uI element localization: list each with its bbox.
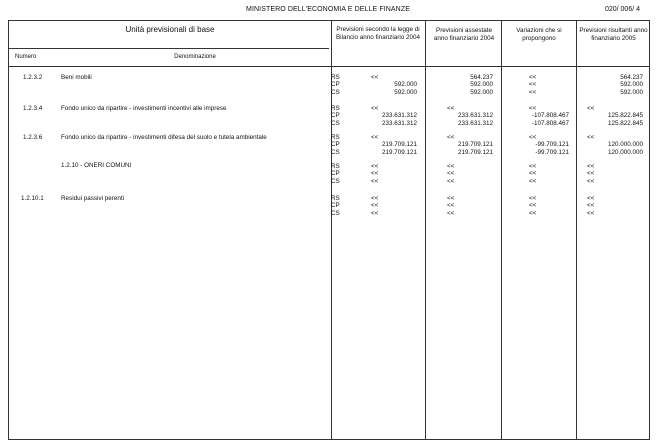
divider <box>9 48 329 49</box>
section-label: 1.2.10 - ONERI COMUNI <box>61 162 132 169</box>
row-label: Fondo unico da ripartire - investimenti incentivi alle imprese <box>61 105 227 112</box>
row-number: 1.2.3.2 <box>23 74 43 81</box>
row-types: RS CP CS <box>331 195 340 217</box>
row-ass: << << << <box>447 163 455 185</box>
row-prev: << 233.631.312 233.631.312 <box>371 105 417 127</box>
row-number: 1.2.3.4 <box>23 105 43 112</box>
row-prev: << << << <box>371 163 379 185</box>
row-var: << << << <box>529 195 537 217</box>
budget-table <box>8 20 650 440</box>
col-risultanti-header: Previsioni risultanti anno finanziario 2005 <box>579 27 648 42</box>
row-ass: << 233.631.312 233.631.312 <box>447 105 493 127</box>
row-prev: << 219.709.121 219.709.121 <box>371 134 417 156</box>
table-title: Unità previsionali di base <box>125 25 215 34</box>
col-prev2004-header: Previsioni secondo la legge di Bilancio anno finanziario 2004 <box>335 26 421 41</box>
row-types: RS CP CS <box>331 74 340 96</box>
col-numero-header: Numero <box>15 54 37 60</box>
col-variazioni-header: Variazioni che si propongono <box>516 27 562 42</box>
ministry-header: MINISTERO DELL'ECONOMIA E DELLE FINANZE <box>246 6 410 13</box>
row-ris: << 120.000.000 120.000.000 <box>587 134 643 156</box>
row-types: RS CP CS <box>331 163 340 185</box>
divider <box>501 21 502 439</box>
divider <box>9 66 649 67</box>
row-prev: << << << <box>371 195 379 217</box>
row-ass: << << << <box>447 195 455 217</box>
row-var: << << << <box>529 74 537 96</box>
page-code: 020/ 006/ 4 <box>604 6 640 13</box>
row-number: 1.2.3.6 <box>23 134 43 141</box>
row-ass: 564.237 592.000 592.000 <box>470 74 493 96</box>
row-ris: 564.237 592.000 592.000 <box>620 74 643 96</box>
row-types: RS CP CS <box>331 134 340 156</box>
divider <box>425 21 426 439</box>
row-number: 1.2.10.1 <box>21 195 44 202</box>
row-ass: << 219.709.121 219.709.121 <box>447 134 493 156</box>
row-var: << << << <box>529 163 537 185</box>
row-label: Beni mobili <box>61 74 92 81</box>
row-label: Residui passivi perenti <box>61 195 124 202</box>
row-prev: << 592.000 592.000 <box>371 74 417 96</box>
row-var: << -99.709.121 -99.709.121 <box>529 134 569 156</box>
row-var: << -107.808.467 -107.808.467 <box>529 105 569 127</box>
col-denominazione-header: Denominazione <box>174 54 216 60</box>
row-ris: << << << <box>587 163 595 185</box>
row-label: Fondo unico da ripartire - investimenti difesa del suolo e tutela ambientale <box>61 134 267 141</box>
row-ris: << 125.822.845 125.822.845 <box>587 105 643 127</box>
divider <box>576 21 577 439</box>
col-assestate-header: Previsioni assestate anno finanziario 2004 <box>433 27 495 42</box>
row-ris: << << << <box>587 195 595 217</box>
row-types: RS CP CS <box>331 105 340 127</box>
